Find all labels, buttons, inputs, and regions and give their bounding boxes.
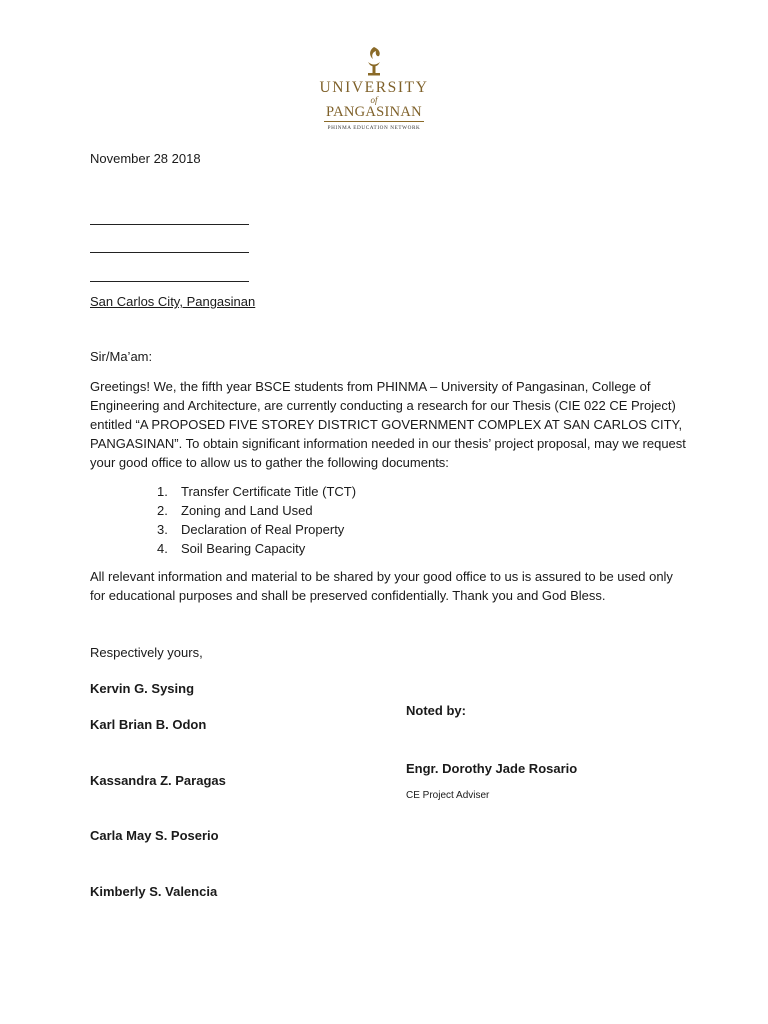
torch-emblem-icon xyxy=(359,44,389,78)
signatory-name: Karl Brian B. Odon xyxy=(90,717,207,732)
list-item: 4. Soil Bearing Capacity xyxy=(157,541,306,556)
salutation: Sir/Ma’am: xyxy=(90,349,153,364)
body-line: Greetings! We, the fifth year BSCE students from PHINMA – University of Pangasinan, College of xyxy=(90,379,651,394)
complimentary-close: Respectively yours, xyxy=(90,645,203,660)
body-line: entitled “A PROPOSED FIVE STOREY DISTRICT GOVERNMENT COMPLEX AT SAN CARLOS CITY, xyxy=(90,417,683,432)
signatory-name: Kervin G. Sysing xyxy=(90,681,195,696)
noted-by-label: Noted by: xyxy=(406,703,466,718)
closing-line: for educational purposes and shall be preserved confidentially. Thank you and God Bless. xyxy=(90,588,606,603)
list-item: 3. Declaration of Real Property xyxy=(157,522,345,537)
adviser-title: CE Project Adviser xyxy=(406,790,490,801)
university-logo xyxy=(318,44,430,148)
body-line: Engineering and Architecture, are currently conducting a research for our Thesis (CIE 022 CE Project) xyxy=(90,398,676,413)
logo-of-text: of xyxy=(370,95,378,105)
letter-date: November 28 2018 xyxy=(90,151,201,166)
address-blank-line xyxy=(90,224,249,225)
signatory-name: Carla May S. Poserio xyxy=(90,828,219,843)
list-item: 1. Transfer Certificate Title (TCT) xyxy=(157,484,357,499)
body-line: your good office to allow us to gather the following documents: xyxy=(90,455,449,470)
signatory-name: Kassandra Z. Paragas xyxy=(90,773,226,788)
address-city: San Carlos City, Pangasinan xyxy=(90,294,256,309)
body-paragraph xyxy=(90,377,690,472)
documents-list xyxy=(157,482,356,558)
address-blank-line xyxy=(90,281,249,282)
logo-university-text: UNIVERSITY xyxy=(319,79,429,96)
closing-line: All relevant information and material to be shared by your good office to us is assured to be used only xyxy=(90,569,673,584)
list-item: 2. Zoning and Land Used xyxy=(157,503,313,518)
adviser-name: Engr. Dorothy Jade Rosario xyxy=(406,761,578,776)
closing-paragraph xyxy=(90,567,690,605)
logo-network-text: PHINMA EDUCATION NETWORK xyxy=(327,125,421,131)
body-line: PANGASINAN”. To obtain significant information needed in our thesis’ project proposal, may we request xyxy=(90,436,686,451)
logo-pangasinan-text: PANGASINAN xyxy=(326,104,422,120)
address-blank-line xyxy=(90,252,249,253)
signatory-name: Kimberly S. Valencia xyxy=(90,884,218,899)
